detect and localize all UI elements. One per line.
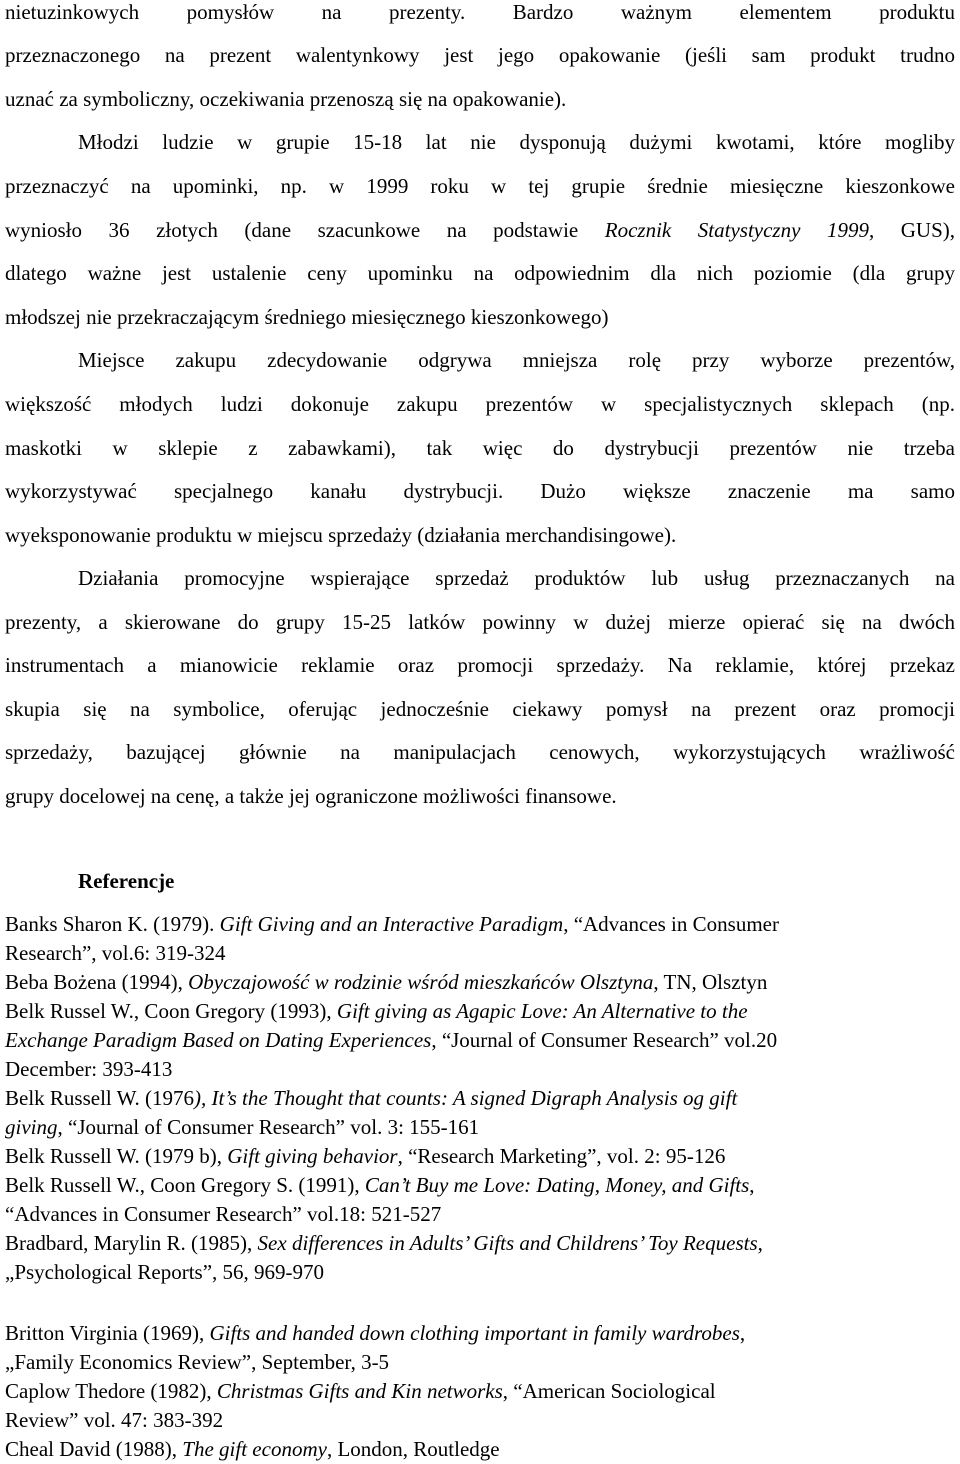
text-span: , [749, 1173, 755, 1197]
italic-title: Gifts and handed down clothing important in family wardrobes [209, 1321, 740, 1345]
italic-title: Gift Giving and an Interactive Paradigm [219, 912, 564, 936]
body-text-line: przeznaczyć na upominki, np. w 1999 roku w tej grupie średnie miesięczne kieszonkowe [5, 174, 955, 198]
reference-line: “Advances in Consumer Research” vol.18: 521-527 [5, 1202, 442, 1226]
text-span: , TN, Olsztyn [653, 970, 768, 994]
text-span: , London, Routledge [326, 1437, 500, 1461]
italic-title: Sex differences in Adults’ Gifts and Childrens’ Toy Requests [257, 1231, 758, 1255]
body-text-line: nietuzinkowych pomysłów na prezenty. Bardzo ważnym elementem produktu [5, 0, 955, 24]
reference-line [5, 969, 955, 995]
reference-line [5, 1230, 955, 1256]
body-text-line: instrumentach a mianowicie reklamie oraz promocji sprzedaży. Na reklamie, której przekaz [5, 653, 955, 677]
text-span: Caplow Thedore (1982), [5, 1379, 217, 1403]
text-span: Cheal David (1988), [5, 1437, 183, 1461]
italic-title: Gift giving as Agapic Love: An Alternative to the [336, 999, 748, 1023]
reference-line: December: 393-413 [5, 1057, 173, 1081]
reference-line [5, 1085, 955, 1111]
body-text-line: Działania promocyjne wspierające sprzedaż produktów lub usług przeznaczanych na [78, 566, 955, 590]
reference-line [5, 1436, 955, 1462]
reference-line [5, 1172, 955, 1198]
text-span: , [739, 1321, 746, 1345]
text-span: , “Journal of Consumer Research” vol. 3: 155-161 [57, 1115, 480, 1139]
text-span: Britton Virginia (1969), [5, 1321, 210, 1345]
body-text-line: skupia się na symbolice, oferując jednocześnie ciekawy pomysł na prezent oraz promocji [5, 697, 955, 721]
body-text-line: wykorzystywać specjalnego kanału dystrybucji. Dużo większe znaczenie ma samo [5, 479, 955, 503]
text-span: , “Research Marketing”, vol. 2: 95-126 [397, 1144, 726, 1168]
text-span: Belk Russell W. (1979 b), [5, 1144, 228, 1168]
body-text-line: uznać za symboliczny, oczekiwania przenoszą się na opakowanie). [5, 87, 567, 111]
reference-line [5, 1143, 955, 1169]
text-span: Bradbard, Marylin R. (1985), [5, 1231, 258, 1255]
text-span: Belk Russell W., Coon Gregory S. (1991), [5, 1173, 365, 1197]
italic-title: Christmas Gifts and Kin networks [216, 1379, 503, 1403]
body-text-line: wyeksponowanie produktu w miejscu sprzedaży (działania merchandisingowe). [5, 523, 677, 547]
body-text-line: młodszej nie przekraczającym średniego miesięcznego kieszonkowego) [5, 305, 609, 329]
reference-line [5, 1114, 955, 1140]
text-span: Belk Russell W. (1976 [5, 1086, 195, 1110]
body-text-line [5, 217, 955, 243]
reference-line [5, 998, 955, 1024]
body-text-line: dlatego ważne jest ustalenie ceny upominku na odpowiednim dla nich poziomie (dla grupy [5, 261, 955, 285]
body-text-line: sprzedaży, bazującej głównie na manipulacjach cenowych, wykorzystujących wrażliwość [5, 740, 955, 764]
text-span: , GUS), [868, 218, 956, 242]
italic-title: Can’t Buy me Love: Dating, Money, and Gifts [364, 1173, 750, 1197]
reference-line [5, 1320, 955, 1346]
italic-title: Obyczajowość w rodzinie wśród mieszkańców Olsztyna [188, 970, 654, 994]
text-span: Banks Sharon K. (1979). [5, 912, 220, 936]
text-span: Beba Bożena (1994), [5, 970, 189, 994]
reference-line: Research”, vol.6: 319-324 [5, 941, 226, 965]
reference-line: „Family Economics Review”, September, 3-5 [5, 1350, 390, 1374]
body-text-line: grupy docelowej na cenę, a także jej ograniczone możliwości finansowe. [5, 784, 617, 808]
references-heading: Referencje [78, 869, 175, 893]
text-span: Belk Russel W., Coon Gregory (1993), [5, 999, 337, 1023]
italic-title: giving [5, 1115, 58, 1139]
body-text-line: przeznaczonego na prezent walentynkowy jest jego opakowanie (jeśli sam produkt trudno [5, 43, 955, 67]
body-text-line: Miejsce zakupu zdecydowanie odgrywa mniejsza rolę przy wyborze prezentów, [78, 348, 955, 372]
text-span: , “Journal of Consumer Research” vol.20 [431, 1028, 778, 1052]
body-text-line: większość młodych ludzi dokonuje zakupu prezentów w specjalistycznych sklepach (np. [5, 392, 955, 416]
reference-line [5, 911, 955, 937]
body-text-line: prezenty, a skierowane do grupy 15-25 latków powinny w dużej mierze opierać się na dwóch [5, 610, 955, 634]
text-span: , “American Sociological [502, 1379, 716, 1403]
italic-title: Gift giving behavior [227, 1144, 398, 1168]
italic-title: The gift economy [182, 1437, 327, 1461]
body-text-line: maskotki w sklepie z zabawkami), tak więc do dystrybucji prezentów nie trzeba [5, 436, 955, 460]
italic-title: ), It’s the Thought that counts: A signed Digraph Analysis og gift [194, 1086, 738, 1110]
italic-title: Exchange Paradigm Based on Dating Experiences [5, 1028, 432, 1052]
text-span: , “Advances in Consumer [563, 912, 779, 936]
text-span: , [757, 1231, 763, 1255]
reference-line: Review” vol. 47: 383-392 [5, 1408, 224, 1432]
reference-line: „Psychological Reports”, 56, 969-970 [5, 1260, 325, 1284]
body-text-line: Młodzi ludzie w grupie 15-18 lat nie dysponują dużymi kwotami, które mogliby [78, 130, 955, 154]
italic-title: Rocznik Statystyczny 1999 [604, 218, 869, 242]
reference-line [5, 1027, 955, 1053]
reference-line [5, 1378, 955, 1404]
text-span: wyniosło 36 złotych (dane szacunkowe na podstawie [5, 218, 605, 242]
